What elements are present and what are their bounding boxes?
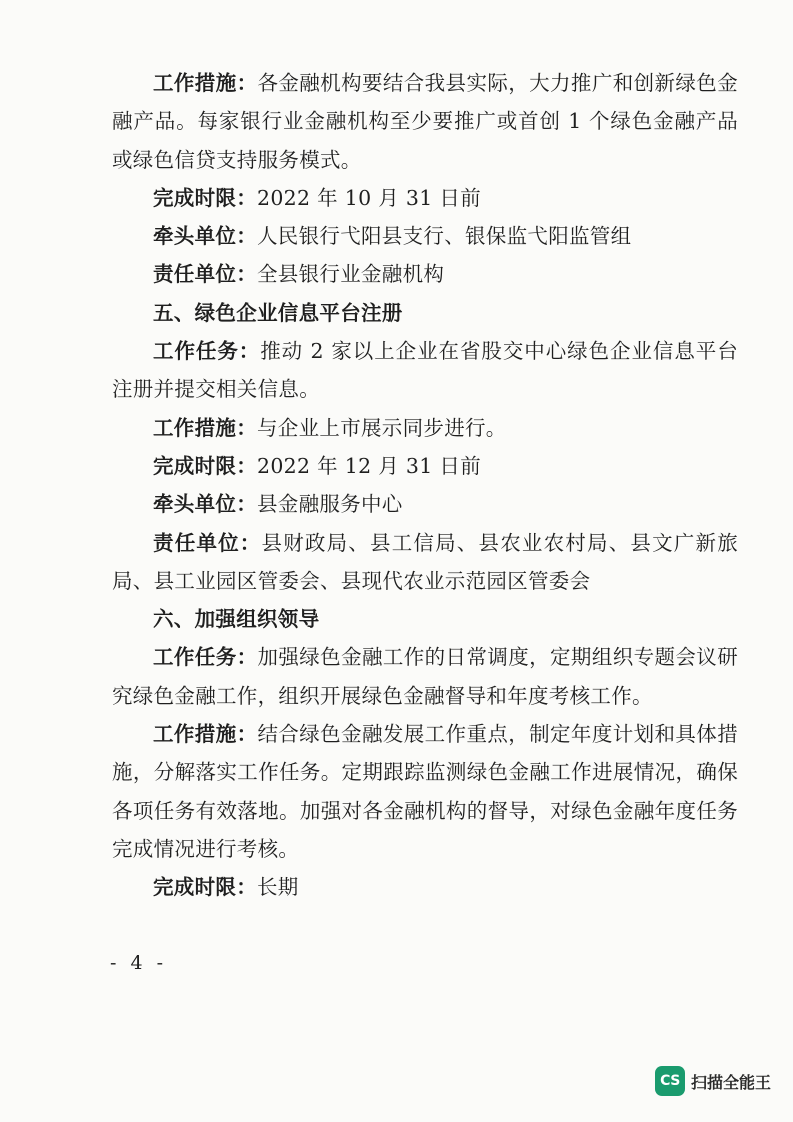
heading-text: 六、加强组织领导 <box>153 607 320 632</box>
field-label: 完成时限： <box>153 453 257 478</box>
field-text: 加强绿色金融工作的日常调度，定期组织专题会议研究绿色金融工作，组织开展绿色金融督导和年度考核工作。 <box>112 645 738 708</box>
paragraph-measures-products <box>112 64 738 179</box>
paragraph-measures-3 <box>112 715 738 868</box>
field-text: 县财政局、县工信局、县农业农村局、县文广新旅局、县工业园区管委会、县现代农业示范园区管委会 <box>112 530 738 593</box>
section-heading-6 <box>112 600 738 638</box>
field-label: 牵头单位： <box>153 492 257 517</box>
camscanner-logo-icon: CS <box>655 1066 685 1096</box>
field-text: 各金融机构要结合我县实际，大力推广和创新绿色金融产品。每家银行业金融机构至少要推广或首创 1 个绿色金融产品或绿色信贷支持服务模式。 <box>112 71 738 172</box>
paragraph-deadline-2 <box>112 447 738 485</box>
page-number: - 4 - <box>110 952 168 974</box>
field-label: 责任单位： <box>153 530 262 555</box>
field-label: 工作措施： <box>153 415 257 440</box>
heading-text: 五、绿色企业信息平台注册 <box>153 300 403 325</box>
field-text: 县金融服务中心 <box>257 492 403 517</box>
document-body <box>112 64 738 907</box>
field-text: 2022 年 12 月 31 日前 <box>257 453 482 478</box>
field-label: 牵头单位： <box>153 224 257 249</box>
field-label: 完成时限： <box>153 875 257 900</box>
field-text: 2022 年 10 月 31 日前 <box>257 185 482 210</box>
field-label: 工作措施： <box>153 722 258 747</box>
paragraph-measures-2 <box>112 409 738 447</box>
field-text: 推动 2 家以上企业在省股交中心绿色企业信息平台注册并提交相关信息。 <box>112 339 739 402</box>
field-label: 工作任务： <box>153 339 261 364</box>
paragraph-task-2 <box>112 332 738 409</box>
field-text: 长期 <box>257 875 299 900</box>
section-heading-5 <box>112 294 738 332</box>
field-label: 完成时限： <box>153 185 257 210</box>
paragraph-task-3 <box>112 638 738 715</box>
paragraph-lead-unit-1 <box>112 217 738 255</box>
paragraph-lead-unit-2 <box>112 485 738 523</box>
field-label: 责任单位： <box>153 262 257 287</box>
field-text: 结合绿色金融发展工作重点，制定年度计划和具体措施，分解落实工作任务。定期跟踪监测绿色金融工作进展情况，确保各项任务有效落地。加强对各金融机构的督导，对绿色金融年度任务完成情况进行考核。 <box>112 722 738 861</box>
field-text: 全县银行业金融机构 <box>257 262 445 287</box>
field-label: 工作措施： <box>153 71 258 95</box>
paragraph-deadline-1 <box>112 179 738 217</box>
paragraph-responsible-unit-1 <box>112 255 738 293</box>
field-text: 人民银行弋阳县支行、银保监弋阳监管组 <box>257 224 632 249</box>
watermark-app-name: 扫描全能王 <box>690 1072 771 1092</box>
paragraph-deadline-3 <box>112 868 738 906</box>
field-label: 工作任务： <box>153 645 258 670</box>
paragraph-responsible-unit-2 <box>112 524 738 601</box>
scanner-watermark <box>655 1066 771 1096</box>
field-text: 与企业上市展示同步进行。 <box>257 415 507 440</box>
